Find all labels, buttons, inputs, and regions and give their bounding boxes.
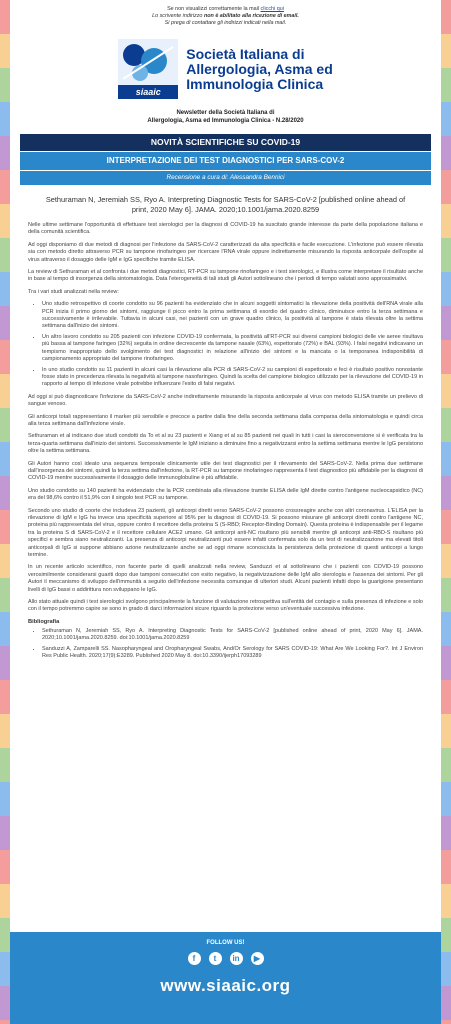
article-body	[28, 195, 423, 661]
section-title: NOVITÀ SCIENTIFICHE SU COVID-19	[20, 134, 431, 151]
bibliography-item: • Sanduzzi A, Zamparelli SS. Nasopharyngeal and Oropharyngeal Swabs, And/Or Serology for SARS COVID-19: What Are We Looking For?. Int J Environ Res Public Health. 2020;17(9):E3289. Published 2020 May 8. doi:10.3390/ijerph17093289	[42, 646, 423, 661]
paragraph: Ad oggi disponiamo di due metodi di diagnosi per l'infezione da SARS-CoV-2 caratterizzati da alta specificità e facile esecuzione. L'infezione può essere rilevata sia con metodo diretto attraverso PCR su tampone rinofaringeo per ricercare l'RNA virale oppure indirettamente misurando la risposta anticorpale dell'ospite al virus attraverso il dosaggio delle IgM e IgG specifiche tramite ELISA.	[28, 241, 423, 263]
website-link[interactable]: www.siaaic.org	[160, 976, 291, 995]
right-decorative-stripe	[441, 0, 451, 1024]
list-item: • Un altro lavoro condotto su 205 pazienti con infezione COVID-19 confermata, la positività all'RT-PCR sui diversi campioni biologici delle vie aeree risultava più bassa al tampone faringeo (32%) seguita in ordine decrescente da tampone nasale (63%), espettorato (72%) e BAL (93%). I falsi negativi indicavano un tempismo inappropriato dello svolgimento dei test diagnostici in relazione all'inizio dei sintomi e la mancata o la temporanea indisponibilità di campionamento appropriato del tampone rinofaringeo.	[42, 334, 423, 364]
logo-line-2: Allergologia, Asma ed	[186, 60, 333, 77]
newsletter-line-1: Newsletter della Società Italiana di	[176, 110, 275, 116]
newsletter-line-2: Allergologia, Asma ed Immunologia Clinica - N.28/2020	[147, 118, 304, 124]
paragraph: In un recente articolo scientifico, non facente parte di quelli analizzati nella review, Sanduzzi et al sottolineano che i pazienti con COVID-19 possono verosimilmente considerarsi guariti dopo due tamponi consecutivi con esito negativo, la negativizzazione delle IgM allo sierologia e l'assenza dei sintomi. Per gli Autori il meccanismo di sviluppo dell'immunità a seguito dell'infezione necessita comunque di ulteriori studi. Alcuni pazienti infatti dopo la guarigione presentano livelli di IgG bassi o addirittura non sviluppano le IgG.	[28, 564, 423, 593]
bibliography-item: • Sethuraman N, Jeremiah SS, Ryo A. Interpreting Diagnostic Tests for SARS-CoV-2 [published online ahead of print, 2020 May 6]. JAMA. 2020;10.1001/jama.2020.8259. doi:10.1001/jama.2020.8259	[42, 628, 423, 643]
youtube-icon[interactable]: ▶	[251, 952, 264, 965]
notice-text-2a: Lo scrivente indirizzo	[152, 13, 204, 19]
linkedin-icon[interactable]: in	[230, 952, 243, 965]
top-notice	[0, 0, 451, 27]
logo-line-3: Immunologia Clinica	[186, 75, 324, 92]
review-author: Recensione a cura di: Alessandra Bennici	[20, 171, 431, 185]
left-decorative-stripe	[0, 0, 10, 1024]
paragraph: Sethuraman et al indicano due studi condotti da To et al su 23 pazienti e Xiang et al su 85 pazienti nei quali in tutti i casi la sieroconversione si è verificata tra la terza-quarta settimana dall'inizio dei sintomi. Successivamente le IgM iniziano a diminuire fino a negativizzarsi entro la settima settimana mentre le IgG persistono oltre la settima settimana.	[28, 433, 423, 455]
list-item: • In uno studio condotto su 11 pazienti in alcuni casi la rilevazione alla PCR di SARS-CoV-2 su campioni di espettorato e feci è risultato positivo nonostante fosse stato in precedenza rilevata la negatività al tampone nasofaringeo. Quindi la scelta del campione biologico utilizzato per la rilevazione del COVID-19 in rapporto al tempo di infezione virale potrebbe influenzare l'esito di falsi negativi.	[42, 367, 423, 389]
paragraph: La review di Sethuraman et al confronta i due metodi diagnostici, RT-PCR su tampone rinofaringeo e i test sierologici, e illustra come interpretare il risultato anche in base al tempo di insorgenza della sintomatologia. Data l'eterogeneità di tali studi gli Autori sottolineano che i periodi di tempo valutati sono approssimativi.	[28, 269, 423, 283]
paragraph: Uno studio condotto su 140 pazienti ha evidenziato che la PCR combinata alla rilevazione tramite ELISA delle IgM dirette contro l'antigene nucleocapsidico (NC) era del 98,6% contro il 51,9% con il singolo test PCR su tampone.	[28, 487, 423, 502]
view-online-link[interactable]: clicchi qui	[260, 6, 284, 12]
social-links	[10, 952, 441, 965]
twitter-icon[interactable]: t	[209, 952, 222, 965]
list-item: • Uno studio retrospettivo di coorte condotto su 96 pazienti ha evidenziato che in alcuni soggetti sintomatici la rilevazione della positività dell'RNA virale alla PCR inizia il primo giorno dei sintomi, raggiunge il picco entro la prima settimana di esordio del quadro clinico, diminuisce entro la terza settimana e successivamente è irrilevabile. Tuttavia in alcuni casi, nei pazienti con un grave quadro clinico, la positività al tampone è stata rilevata oltre la settima settimana dall'inizio dei sintomi.	[42, 301, 423, 331]
paragraph: Gli Autori hanno così ideato una sequenza temporale clinicamente utile dei test diagnostici per il rilevamento del SARS-CoV-2. Nella prima due settimane dall'insorgenza dei sintomi, quindi la terza settima dall'infezione, la RT-PCR su tampone rinofaringeo rappresenta il test diagnostico più affidabile per la diagnosi di COVID-19 mentre successivamente il dosaggio delle immunoglobuline è più affidabile.	[28, 460, 423, 482]
article-title: INTERPRETAZIONE DEI TEST DIAGNOSTICI PER SARS-COV-2	[20, 152, 431, 170]
article-citation: Sethuraman N, Jeremiah SS, Ryo A. Interpreting Diagnostic Tests for SARS-CoV-2 [published online ahead of print, 2020 May 6]. JAMA. 2020;10.1001/jama.2020.8259	[45, 195, 406, 214]
siaaic-logo[interactable]	[0, 39, 451, 99]
logo-graphic-icon	[118, 39, 178, 85]
paragraph: Allo stato attuale quindi i test sierologici svolgono principalmente la funzione di valutazione retrospettiva sull'entità del contagio e sulla presenza di infezione e solo con il tempo potremmo capire se sono in grado di darci informazioni sicure riguardo la protezione verso un'eventuale successiva infezione.	[28, 599, 423, 613]
studies-list	[28, 301, 423, 388]
facebook-icon[interactable]: f	[188, 952, 201, 965]
bibliography-title: Bibliografia	[28, 618, 60, 625]
notice-text-2b: non è abilitato alla ricezione di email.	[203, 13, 299, 19]
paragraph: Ad oggi si può diagnosticare l'infezione da SARS-CoV-2 anche indirettamente misurando la risposta anticorpale al virus con metodo ELISA tramite un prelievo di sangue venoso.	[28, 393, 423, 408]
logo-line-1: Società Italiana di	[186, 45, 305, 62]
logo-tag: siaaic	[118, 85, 178, 99]
logo-mark	[118, 39, 178, 99]
notice-text-3: Si prega di contattare gli indirizzi indicati nella mail.	[164, 20, 287, 26]
paragraph: Secondo uno studio di coorte che includeva 23 pazienti, gli anticorpi diretti verso SARS-CoV-2 possono crossreagire anche con altri coronavirus. L'ELISA per la rilevazione di IgM e IgG ha invece una specificità superiore al 95% per la diagnosi di COVID-19. Si possono misurare gli anticorpi diretti contro l'antigene NC, proteina più rappresentata del virus, oppure contro il recettore della proteina S (S-RBD; Receptor-Binding Domain). Questa proteina è indispensabile per il legame tra la proteina S di SARS-CoV-2 e il recettore cellulare ACE2 umano. Gli anticorpi anti-NC risultano più sensibili mentre gli anticorpi anti-RBD-S risultano più specifici e sembra siano neutralizzanti. La presenza di anticorpi neutralizzanti può essere infatti confermata solo da un test di neutralizzazione ma elevati titoli anticorpali di IgG si suppone abbiano azione neutralizzante anche se ad oggi rimane sconosciuta la persistenza della protezione di questi anticorpi a lungo termine.	[28, 507, 423, 559]
paragraph: Gli anticorpi totali rappresentano il marker più sensibile e precoce a partire dalla fine della seconda settimana dalla comparsa della sintomatologia e quindi circa alla terza settimana dall'infezione virale.	[28, 413, 423, 427]
paragraph: Tra i vari studi analizzati nella review:	[28, 288, 119, 295]
footer	[10, 932, 441, 1024]
newsletter-subtitle	[0, 109, 451, 125]
paragraph: Nelle ultime settimane l'opportunità di effettuare test sierologici per la diagnosi di COVID-19 ha suscitato grande interesse da parte della popolazione italiana e della comunità scientifica.	[28, 222, 423, 236]
bibliography-list	[28, 628, 423, 661]
notice-text: Se non visualizzi correttamente la mail	[167, 6, 261, 12]
logo-text	[186, 47, 333, 92]
follow-us-label: FOLLOW US!	[206, 940, 245, 946]
